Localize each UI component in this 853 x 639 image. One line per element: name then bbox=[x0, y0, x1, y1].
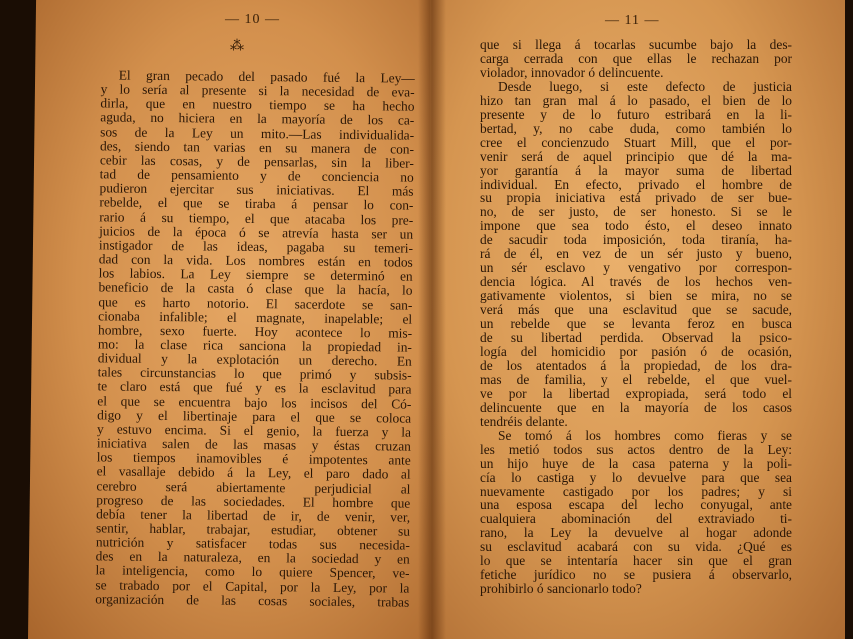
text-line: delincuente que en la mayoría de los casos bbox=[480, 399, 792, 415]
text-line: su esclavitud acabará con su vida. ¿Qué es bbox=[480, 539, 792, 555]
text-line: debía tener la libertad de ir, de venir, ver, bbox=[96, 506, 411, 525]
text-line: los tiempos inamovibles é impotentes ante bbox=[96, 449, 411, 468]
left-page-text bbox=[95, 68, 415, 609]
text-line: impone que sea todo ésto, el deseo innato bbox=[480, 218, 792, 234]
text-line: mo: la clase rica sanciona la propiedad in- bbox=[97, 336, 413, 355]
text-line: rá de él, en vez de un sér justo y bueno, bbox=[480, 246, 792, 262]
text-line: de su libertad perdida. Observad la psico- bbox=[480, 330, 792, 346]
text-line: presente y de lo futuro estribará en la li- bbox=[480, 106, 792, 122]
text-line: venir será de aquel principio que dé la ma- bbox=[480, 148, 792, 164]
text-line: nuevamente castigado por los padres; y si bbox=[480, 483, 792, 499]
text-line: de los atentados á la propiedad, de los dra- bbox=[480, 357, 792, 373]
text-line: se trabado por el Capital, por la Ley, por la bbox=[95, 576, 410, 596]
text-line: Desde luego, si este defecto de justicia bbox=[498, 78, 792, 94]
text-line: la inteligencia, como lo quiere Spencer, ve- bbox=[95, 562, 410, 582]
text-line: progreso de las sociedades. El hombre que bbox=[96, 492, 411, 511]
text-line: cía lo castiga y lo devuelve para que sea bbox=[480, 469, 792, 485]
text-line: fetiche jurídico no se pusiera á observarlo, bbox=[480, 567, 792, 583]
page-number-right: — 11 — bbox=[605, 13, 660, 28]
text-line: aguda, no hiciera en la mayoría de los ca- bbox=[100, 109, 415, 129]
text-line: Se tomó á los hombres como fieras y se bbox=[498, 427, 792, 443]
text-line: rario á su tiempo, el que atacaba los pre- bbox=[99, 208, 414, 228]
text-line: hombre, sexo fuerte. Hoy acontece lo mis- bbox=[98, 322, 413, 341]
text-line: cualquiera abominación del extraviado ti- bbox=[480, 511, 792, 527]
text-line: y lo sería al presente si la necesidad de eva- bbox=[100, 81, 415, 100]
text-line: y estuvo encima. Si el genio, la fuerza y la bbox=[96, 421, 412, 440]
text-line: digo y el libertinaje para el que se coloca bbox=[97, 407, 412, 426]
text-line: logía del homicidio por pasión ó de ocasión, bbox=[480, 343, 792, 359]
text-line: dividual y la explotación un derecho. En bbox=[97, 350, 412, 369]
text-line: no, de ser justo, de ser honesto. Si se le bbox=[480, 204, 792, 220]
asterism-ornament: ⁂ bbox=[230, 39, 244, 54]
text-line: juicios de la época ó se atrevía hasta ser un bbox=[99, 223, 414, 242]
text-line: cionaba infalible; el magnate, inapelable; el bbox=[98, 308, 413, 327]
text-line: ve por la libertad expropiada, será todo el bbox=[480, 385, 792, 401]
text-line: tales circunstancias lo que primó y subsis- bbox=[97, 364, 412, 383]
text-line: tendréis delante. bbox=[480, 413, 568, 429]
right-page-text bbox=[480, 38, 792, 596]
text-line: cebir las cosas, y de pensarlas, sin la liber- bbox=[99, 152, 414, 171]
text-line: su propia iniciativa está privado de ser bue- bbox=[480, 190, 792, 206]
text-line: nutrición y satisfacer todas sus necesida- bbox=[95, 534, 410, 553]
page-number-left: — 10 — bbox=[225, 12, 280, 27]
text-line: beneficio de la casta ó clase que la hacía, lo bbox=[98, 279, 413, 298]
text-line: carga cerrada con que ellas le rechazan por bbox=[480, 50, 792, 66]
text-line: que si llega á tocarlas sucumbe bajo la des- bbox=[480, 37, 792, 52]
text-line: cerebro será abiertamente perjudicial al bbox=[96, 477, 411, 497]
text-line: rano, la Ley la devuelve al hogar adonde bbox=[480, 525, 792, 541]
text-line: dencia lógica. Al través de los hechos ven- bbox=[480, 274, 792, 290]
book-gutter bbox=[418, 0, 446, 639]
text-line: un sér esclavo y vengativo por correspon- bbox=[480, 260, 792, 276]
text-line: hizo tan gran mal á lo pasado, el bien de lo bbox=[480, 92, 792, 108]
text-line: dad con la vida. Los nombres están en todos bbox=[98, 251, 413, 270]
text-line: mas de familia, y el rebelde, el que vuel- bbox=[480, 371, 792, 387]
text-line: sentir, hablar, trabajar, estudiar, obtener su bbox=[95, 520, 411, 539]
text-line: des en la naturaleza, en la sociedad y en bbox=[95, 548, 410, 567]
text-line: yor garantía á la mayor suma de libertad bbox=[480, 162, 792, 178]
text-line: cree el concienzudo Stuart Mill, que el por- bbox=[480, 134, 792, 150]
text-line: El gran pecado del pasado fué la Ley— bbox=[118, 67, 415, 86]
text-line: bertad, y, no cabe duda, como también lo bbox=[480, 120, 792, 136]
text-line: un hijo huye de la casa paterna y la poli- bbox=[480, 455, 792, 471]
text-line: una esposa escapa del lecho conyugal, ante bbox=[480, 497, 792, 513]
text-line: individual. En efecto, privado el hombre de bbox=[480, 176, 792, 192]
text-line: organización de las cosas sociales, trabas bbox=[95, 591, 410, 610]
text-line: de sacudir toda imposición, toda tiranía, ha- bbox=[480, 232, 792, 248]
text-line: que es harto notorio. El sacerdote se san- bbox=[98, 293, 413, 313]
text-line: dirla, que en nuestro tiempo se ha hecho bbox=[100, 95, 415, 114]
text-line: des, siendo tan varias en su manera de con- bbox=[99, 138, 415, 157]
text-line: te claro está que fué y es la esclavitud para bbox=[97, 378, 412, 398]
text-line: un rebelde que se levanta feroz en busca bbox=[480, 316, 792, 332]
text-line: el que se encuentra bajo los incisos del Có- bbox=[97, 392, 412, 412]
text-line: rebelde, el que se tiraba á pensar lo con- bbox=[99, 194, 414, 214]
text-line: lo que se intentaría hacer sin que el gran bbox=[480, 553, 792, 569]
text-line: iniciativa salen de las masas y éstas cruzan bbox=[96, 435, 411, 454]
text-line: verá más que una esclavitud que se sacude, bbox=[480, 302, 792, 318]
text-line: pudieron ejercitar sus iniciativas. El más bbox=[99, 180, 414, 199]
text-line: sos de la Ley un mito.—Las individualida- bbox=[100, 123, 415, 143]
text-line: gativamente violentos, si bien se mira, no se bbox=[480, 288, 792, 304]
text-line: el vasallaje debido á la Ley, el paro dado al bbox=[96, 463, 411, 483]
text-line: instigador de las ideas, pagaba su temeri- bbox=[98, 237, 414, 256]
text-line: violador, innovador ó delincuente. bbox=[480, 64, 664, 80]
text-line: tad de pensamiento y de conciencia no bbox=[99, 166, 414, 185]
text-line: los labios. La Ley siempre se determinó en bbox=[98, 265, 413, 284]
text-line: les metió todos sus actos dentro de la Ley: bbox=[480, 441, 792, 457]
text-line: prohibirlo ó sancionarlo todo? bbox=[480, 581, 642, 597]
